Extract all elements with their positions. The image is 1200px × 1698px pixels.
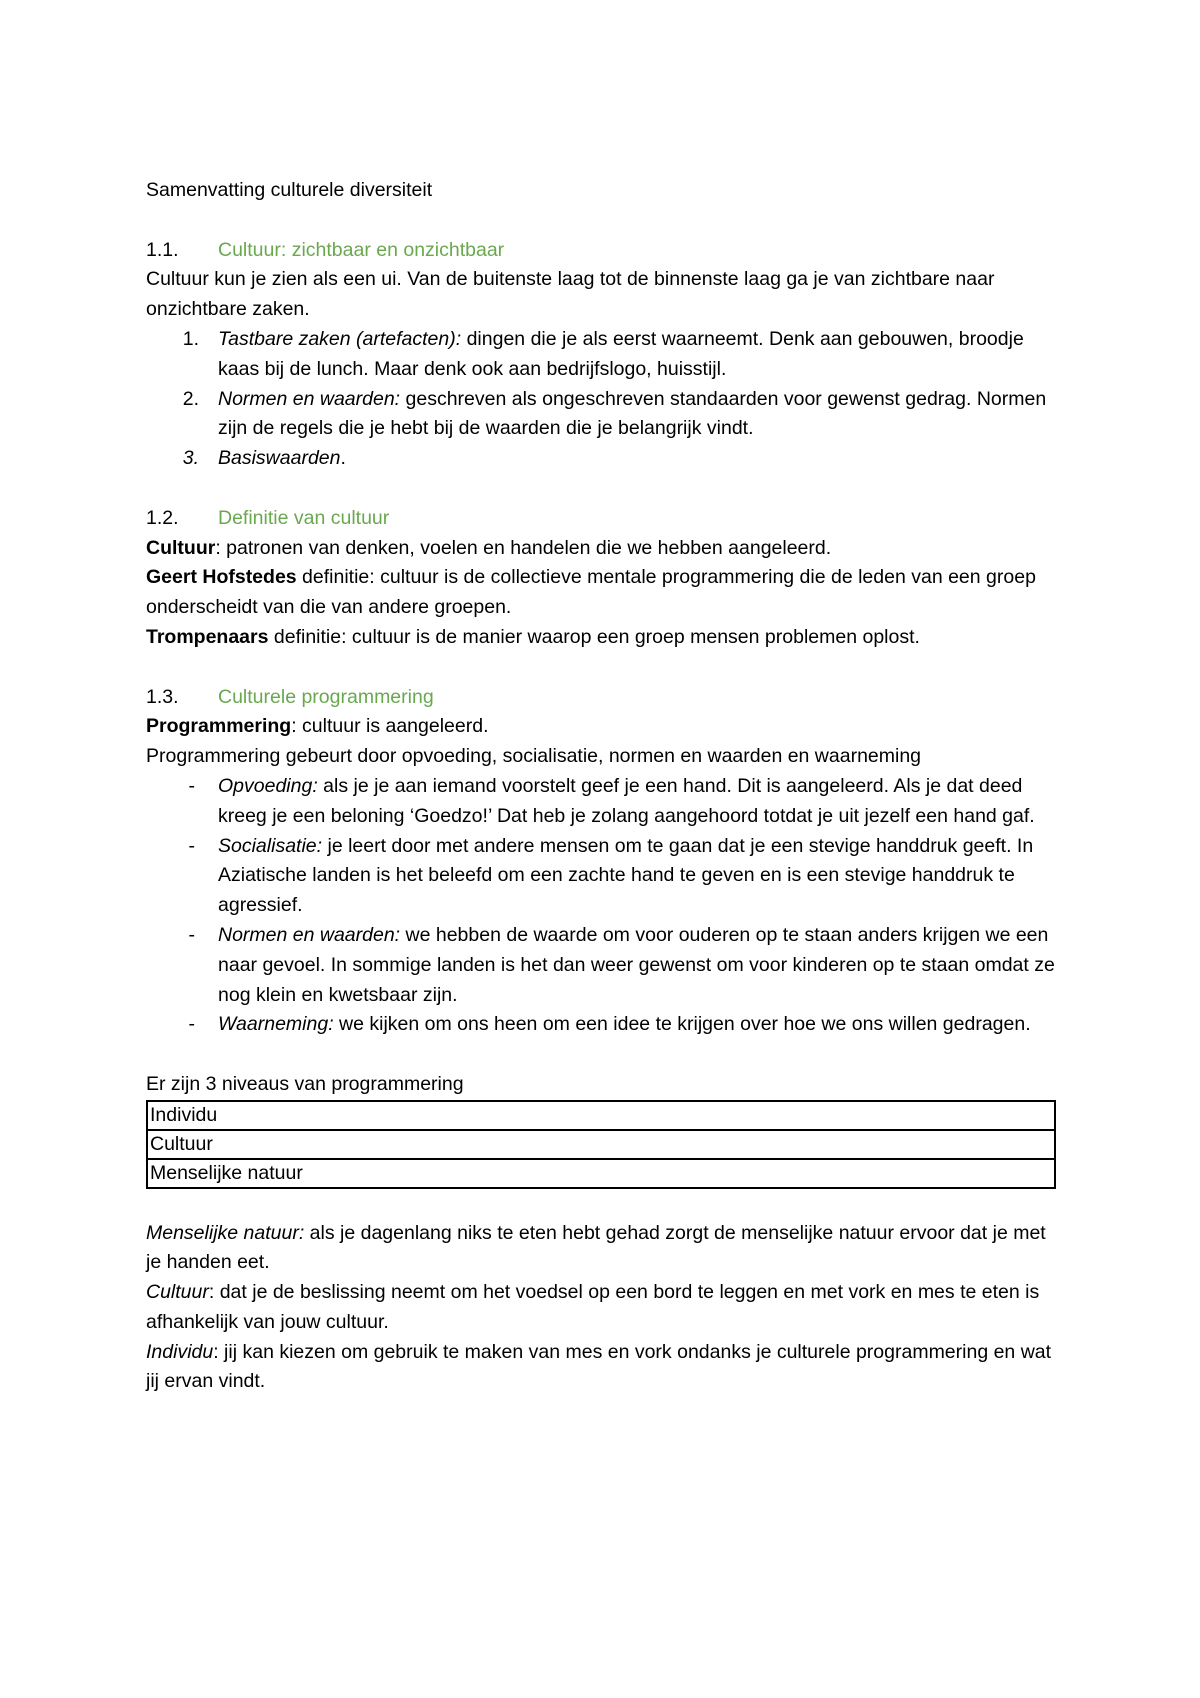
definition-text: : patronen van denken, voelen en handelen die we hebben aangeleerd. (215, 536, 832, 559)
section-heading-1-1 (146, 236, 1066, 266)
section-intro: Cultuur kun je zien als een ui. Van de buitenste laag tot de binnenste laag ga je van zichtbare naar onzichtbare zaken. (146, 268, 995, 321)
list-item (146, 1010, 1066, 1040)
section-heading-1-3 (146, 683, 1066, 713)
table-cell: Cultuur (147, 1130, 1055, 1159)
list-marker: 1. (182, 327, 199, 350)
explanation-text: als je dagenlang niks te eten hebt gehad zorgt de menselijke natuur ervoor dat je met je handen eet. (146, 1221, 1046, 1274)
table-cell: Individu (147, 1101, 1055, 1130)
list-text: dingen die je als eerst waarneemt. Denk aan gebouwen, broodje kaas bij de lunch. Maar denk ook aan bedrijfslogo, huisstijl. (218, 327, 1024, 380)
list-term: Opvoeding: (218, 774, 318, 797)
section-number: 1.1. (146, 238, 179, 261)
list-text: als je je aan iemand voorstelt geef je een hand. Dit is aangeleerd. Als je dat deed kreeg je een beloning ‘Goedzo!’ Dat heb je zolang aangehoord totdat je uit jezelf een hand gaf. (218, 774, 1035, 827)
list-item (146, 921, 1066, 1010)
table-row (147, 1130, 1055, 1159)
numbered-list (146, 325, 1066, 474)
definition-term: Geert Hofstedes (146, 566, 297, 589)
list-marker: - (188, 923, 195, 946)
list-term: Waarneming: (218, 1013, 334, 1036)
list-item (146, 772, 1066, 832)
list-marker: 3. (182, 447, 199, 470)
dash-list (146, 772, 1066, 1040)
list-term: Tastbare zaken (artefacten): (218, 327, 462, 350)
list-marker: - (188, 834, 195, 857)
explanation-text: : dat je de beslissing neemt om het voedsel op een bord te leggen en met vork en mes te eten is afhankelijk van jouw cultuur. (146, 1281, 1040, 1333)
definition-term: Cultuur (146, 536, 216, 559)
list-marker: 2. (182, 387, 199, 410)
section-intro: Programmering gebeurt door opvoeding, socialisatie, normen en waarden en waarneming (146, 745, 922, 768)
definition-line (146, 712, 1066, 742)
list-term: Socialisatie: (218, 834, 323, 857)
list-text: we kijken om ons heen om een idee te krijgen over hoe we ons willen gedragen. (333, 1013, 1031, 1036)
document-page (146, 176, 1066, 1397)
table-row (147, 1159, 1055, 1188)
section-title: Definitie van cultuur (218, 506, 390, 529)
list-text: we hebben de waarde om voor ouderen op te staan anders krijgen we een naar gevoel. In sommige landen is het dan weer gewenst om voor kinderen op te staan omdat ze nog klein en kwetsbaar zijn. (218, 923, 1055, 1006)
list-term: Normen en waarden: (218, 387, 401, 410)
explanation-text: : jij kan kiezen om gebruik te maken van mes en vork ondanks je culturele programmering en wat jij ervan vindt. (146, 1340, 1052, 1393)
list-marker: - (188, 1013, 195, 1036)
list-item (146, 385, 1066, 445)
list-item (146, 444, 1066, 474)
definition-line (146, 623, 1066, 653)
list-text: geschreven als ongeschreven standaarden voor gewenst gedrag. Normen zijn de regels die je hebt bij de waarden die je belangrijk vindt. (218, 387, 1047, 440)
explanation-line (146, 1219, 1066, 1279)
section-title: Culturele programmering (218, 685, 434, 708)
levels-intro: Er zijn 3 niveaus van programmering (146, 1072, 464, 1095)
definition-text: definitie: cultuur is de collectieve mentale programmering die de leden van een groep onderscheidt van die van andere groepen. (146, 566, 1036, 619)
section-heading-1-2 (146, 504, 1066, 534)
definition-line (146, 563, 1066, 623)
definition-term: Trompenaars (146, 625, 269, 648)
list-text: . (340, 447, 346, 470)
explanation-line (146, 1278, 1066, 1338)
explanation-line (146, 1338, 1066, 1398)
definition-line (146, 534, 1066, 564)
explanation-term: Cultuur (146, 1281, 209, 1304)
list-item (146, 832, 1066, 921)
levels-table (146, 1100, 1056, 1189)
explanation-term: Individu (146, 1340, 214, 1363)
definition-term: Programmering (146, 715, 292, 738)
list-term: Normen en waarden: (218, 923, 401, 946)
section-number: 1.2. (146, 506, 179, 529)
definition-text: : cultuur is aangeleerd. (291, 715, 489, 738)
explanation-term: Menselijke natuur: (146, 1221, 305, 1244)
section-number: 1.3. (146, 685, 179, 708)
list-text: je leert door met andere mensen om te gaan dat je een stevige handdruk geeft. In Aziatische landen is het beleefd om een zachte hand te geven en is een stevige handdruk te agressief. (218, 834, 1034, 917)
list-term: Basiswaarden (218, 447, 341, 470)
list-marker: - (188, 774, 195, 797)
table-cell: Menselijke natuur (147, 1159, 1055, 1188)
list-item (146, 325, 1066, 385)
document-title: Samenvatting culturele diversiteit (146, 179, 433, 201)
definition-text: definitie: cultuur is de manier waarop een groep mensen problemen oplost. (268, 625, 920, 648)
table-row (147, 1101, 1055, 1130)
section-title: Cultuur: zichtbaar en onzichtbaar (218, 238, 505, 261)
